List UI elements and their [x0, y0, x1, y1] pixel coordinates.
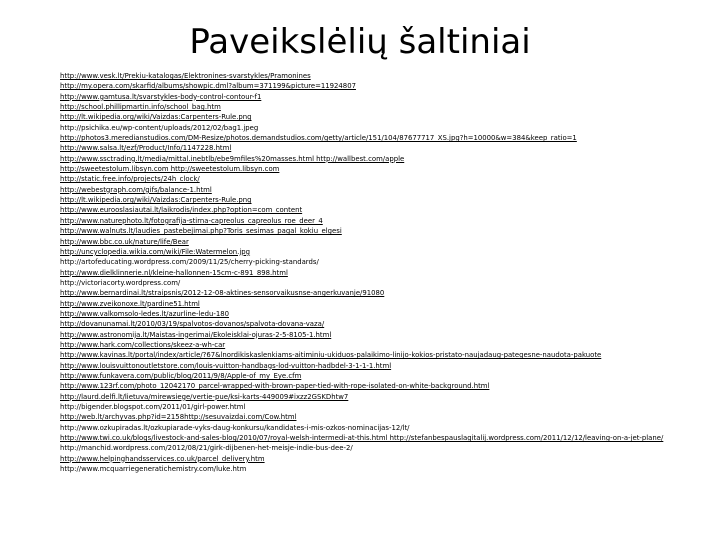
source-list-item	[60, 433, 700, 443]
source-link[interactable]: http://www.hark.com/collections/skeez-a-wh-car	[60, 340, 226, 349]
source-list-item	[60, 309, 700, 319]
source-list-item	[60, 81, 700, 91]
source-list-item	[60, 205, 700, 215]
source-link[interactable]: http://www.vesk.lt/Prekiu-katalogas/Elektronines-svarstykles/Pramonines	[60, 72, 311, 80]
source-link[interactable]: http://www.eurooslasiautai.lt/laikrodis/index.php?option=com_content	[60, 206, 303, 215]
source-list-item	[60, 71, 700, 81]
source-list-item	[60, 195, 700, 205]
source-list-item	[60, 361, 700, 371]
source-list-item	[60, 392, 700, 402]
source-link[interactable]: http://www.twi.co.uk/blogs/livestock-and-sales-blog/2010/07/royal-welsh-intermedi-at-this.html http://stefanbespauslagitalij.wordpress.com/2011/12/12/leaving-on-a-jet-plane/	[60, 434, 664, 443]
source-list-item	[60, 288, 700, 298]
source-list-item	[60, 143, 700, 153]
source-list-item	[60, 268, 700, 278]
source-link[interactable]: http://photos3.meredianstudios.com/DM-Resize/photos.demandstudios.com/getty/article/151/104/87677717_XS.jpg?h=10000&w=384&keep_ratio=1	[60, 134, 577, 143]
source-link[interactable]: http://www.dielklinnerie.nl/kleine-hallonnen-15cm-c-891_898.html	[60, 268, 288, 277]
source-link[interactable]: http://uncyclopedia.wikia.com/wiki/File:Watermelon.jpg	[60, 247, 251, 256]
source-list-item	[60, 216, 700, 226]
source-list-item	[60, 350, 700, 360]
source-text: http://www.mcquarriegeneratichemistry.com/luke.htm	[60, 465, 247, 474]
source-list-item	[60, 443, 700, 453]
source-link[interactable]: http://www.bernardinai.lt/straipsnis/2012-12-08-aktines-sensorvaikusnse-angerkuvanje/91080	[60, 289, 385, 298]
source-list-item	[60, 237, 700, 247]
source-list-item	[60, 371, 700, 381]
source-link[interactable]: http://school.phillipmartin.info/school_bag.htm	[60, 103, 221, 112]
source-link[interactable]: http://www.salsa.lt/ezf/Product/Info/1147228.html	[60, 144, 232, 153]
source-list-item	[60, 402, 700, 412]
source-link[interactable]: http://www.walnuts.lt/laudies_pastebejimai.php?Toris_sesimas_pagal_kokiu_elgesi	[60, 227, 342, 236]
source-link[interactable]: http://www.funkavera.com/public/blog/2011/9/8/Apple-of_my_Eye.cfm	[60, 371, 302, 380]
page-title: Paveikslėlių šaltiniai	[189, 22, 531, 62]
source-text: http://manchid.wordpress.com/2012/08/21/girk-dijbenen-het-meisje-indie-bus-dee-2/	[60, 444, 353, 453]
source-list-item	[60, 112, 700, 122]
source-link[interactable]: http://www.ssctrading.lt/media/mittal.inebtlb/ebe9mfiles%20masses.html http://wallbest.com/apple	[60, 154, 405, 163]
source-list-item	[60, 278, 700, 288]
source-list-item	[60, 123, 700, 133]
source-link[interactable]: http://web.lt/archyvas.php?id=2158http://sesuvaizdai.com/Cow.html	[60, 413, 297, 422]
source-list-item	[60, 92, 700, 102]
source-text: http://victoriacorty.wordpress.com/	[60, 278, 181, 287]
source-list-item	[60, 319, 700, 329]
source-text: http://www.ozkupiradas.lt/ozkupiarade-vyks-daug-konkursu/kandidates-i-mis-ozkos-nominacijas-12/lt/	[60, 423, 410, 432]
source-link[interactable]: http://www.naturephoto.lt/fotografija-stirna-capreolus_capreolus_roe_deer_4	[60, 216, 323, 225]
source-list-item	[60, 299, 700, 309]
source-link[interactable]: http://lt.wikipedia.org/wiki/Vaizdas:Carpenters-Rule.png	[60, 113, 252, 122]
source-list-item	[60, 454, 700, 464]
source-link[interactable]: http://www.louisvuittonoutletstore.com/louis-vuitton-handbags-lod-vuitton-hadbdel-3-1-1-1.html	[60, 361, 392, 370]
source-text: http://psichika.eu/wp-content/uploads/2012/02/bag1.jpeg	[60, 123, 259, 132]
source-list-item	[60, 154, 700, 164]
source-list-item	[60, 464, 700, 474]
source-list-item	[60, 164, 700, 174]
source-list-item	[60, 257, 700, 267]
source-link[interactable]: http://www.bbc.co.uk/nature/life/Bear	[60, 237, 189, 246]
source-list-item	[60, 247, 700, 257]
source-list-item	[60, 185, 700, 195]
source-link[interactable]: http://my.opera.com/skarfid/albums/showpic.dml?album=371199&picture=11924807	[60, 82, 356, 91]
source-list-item	[60, 381, 700, 391]
source-link-list	[60, 71, 700, 474]
source-link[interactable]: http://www.kavinas.lt/portal/index/article/?67&lnordikiskaslenkiams-aitiminiu-ukiduos-palaikimo-linijo-kokios-pristato-naujadaug-pategesne-naudota-pakuote	[60, 351, 602, 360]
source-text: http://bigender.blogspot.com/2011/01/girl-power.html	[60, 403, 246, 411]
source-link[interactable]: http://www.zveikonoxe.lt/pardine51.html	[60, 299, 200, 308]
source-link[interactable]: http://www.123rf.com/photo_12042170_parcel-wrapped-with-brown-paper-tied-with-rope-isolated-on-white-background.html	[60, 382, 490, 391]
source-link[interactable]: http://www.gamtusa.lt/svarstykles-body-control-contour-f1	[60, 92, 262, 101]
source-list-item	[60, 340, 700, 350]
source-list-item	[60, 174, 700, 184]
source-list-item	[60, 102, 700, 112]
source-link[interactable]: http://webestgraph.com/gifs/balance-1.html	[60, 185, 212, 194]
source-list-item	[60, 226, 700, 236]
source-link[interactable]: http://www.astronomija.lt/Maistas-ingerimai/Ekoleisklai-ojuras-2-5-8105-1.html	[60, 330, 332, 339]
source-link[interactable]: http://dovanunamai.lt/2010/03/19/spalvotos-dovanos/spalvota-dovana-vaza/	[60, 320, 325, 329]
source-link[interactable]: http://www.valkomsolo-ledes.lt/azurline-ledu-180	[60, 309, 229, 318]
source-link[interactable]: http://lt.wikipedia.org/wiki/Vaizdas:Carpenters-Rule.png	[60, 196, 252, 205]
source-link[interactable]: http://www.helpinghandsservices.co.uk/parcel_delivery.htm	[60, 454, 265, 463]
source-list-item	[60, 412, 700, 422]
source-list-item	[60, 423, 700, 433]
source-link[interactable]: http://sweetestolum.libsyn.com http://sweetestolum.libsyn.com	[60, 165, 280, 174]
source-text: http://artofeducating.wordpress.com/2009/11/25/cherry-picking-standards/	[60, 258, 319, 267]
source-link[interactable]: http://laurd.delfi.lt/lietuva/mirewsiege/vertie-pue/ksi-karts-449009#ixzz2GSKDhtw7	[60, 392, 349, 401]
source-list-item	[60, 133, 700, 143]
source-list-item	[60, 330, 700, 340]
source-link[interactable]: http://static.free.info/projects/24h_clock/	[60, 175, 200, 184]
